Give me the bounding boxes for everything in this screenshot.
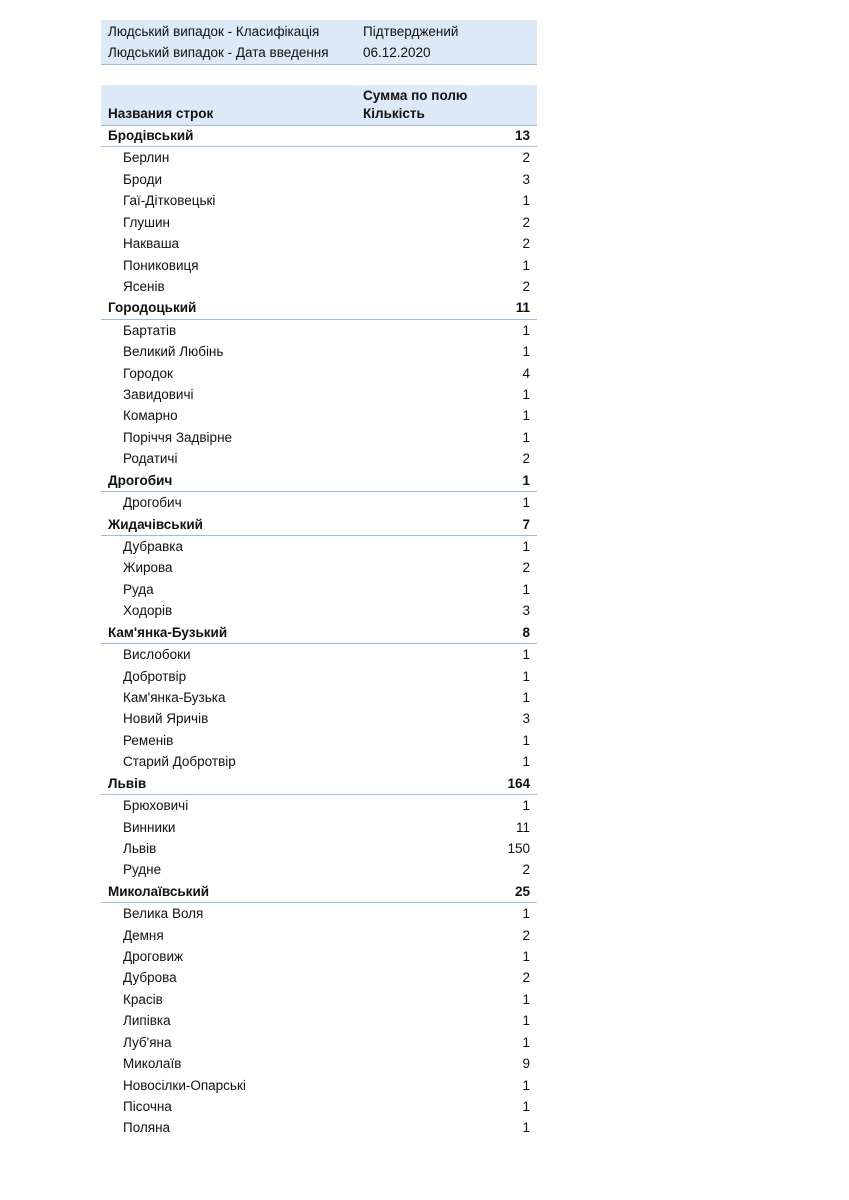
item-row <box>101 795 537 816</box>
item-label: Великий Любінь <box>123 344 224 360</box>
item-value: 3 <box>522 603 530 619</box>
group-label: Жидачівський <box>108 516 203 532</box>
item-label: Городок <box>123 365 173 381</box>
group-row[interactable] <box>101 125 537 147</box>
group-label: Миколаївський <box>108 883 210 899</box>
item-row <box>101 1096 537 1117</box>
item-label: Броди <box>123 171 162 187</box>
pivot-table-header <box>101 85 537 126</box>
group-row[interactable] <box>101 622 537 644</box>
item-label: Старий Добротвір <box>123 754 236 770</box>
item-value: 2 <box>522 214 530 230</box>
item-row <box>101 967 537 988</box>
item-label: Накваша <box>123 236 180 252</box>
item-row <box>101 405 537 426</box>
group-total: 1 <box>522 472 530 488</box>
item-value: 1 <box>522 322 530 338</box>
item-value: 2 <box>522 862 530 878</box>
item-label: Луб'яна <box>123 1034 172 1050</box>
filter-label: Людський випадок - Класифікація <box>108 24 320 39</box>
item-value: 3 <box>522 711 530 727</box>
group-total: 25 <box>514 883 530 899</box>
item-label: Дрогобич <box>123 495 182 511</box>
item-label: Пониковиця <box>123 257 199 273</box>
item-label: Гаї-Дітковецькі <box>123 193 216 209</box>
pivot-table-body <box>101 125 537 1139</box>
item-row <box>101 1117 537 1138</box>
item-row <box>101 817 537 838</box>
item-value: 1 <box>522 668 530 684</box>
filter-row-classification <box>101 21 537 42</box>
item-value: 1 <box>522 906 530 922</box>
item-label: Липівка <box>123 1013 171 1029</box>
item-value: 9 <box>522 1056 530 1072</box>
item-value: 1 <box>522 798 530 814</box>
item-row <box>101 427 537 448</box>
item-label: Дуброва <box>123 970 177 986</box>
item-label: Жирова <box>123 560 173 576</box>
item-label: Бартатів <box>123 322 177 338</box>
report-filter-area <box>101 20 537 65</box>
item-value: 2 <box>522 236 530 252</box>
item-value: 1 <box>522 408 530 424</box>
item-label: Добротвір <box>123 668 187 684</box>
item-value: 150 <box>507 840 530 856</box>
item-row <box>101 1032 537 1053</box>
item-row <box>101 492 537 513</box>
item-value: 1 <box>522 387 530 403</box>
item-label: Вислобоки <box>123 647 191 663</box>
item-value: 3 <box>522 171 530 187</box>
item-label: Дубравка <box>123 539 183 555</box>
filter-label: Людський випадок - Дата введення <box>108 45 329 60</box>
group-label: Бродівський <box>108 128 194 143</box>
item-label: Ременів <box>123 732 174 748</box>
group-label: Кам'янка-Бузький <box>108 624 228 640</box>
filter-value: Підтверджений <box>363 24 459 39</box>
item-row <box>101 341 537 362</box>
group-row[interactable] <box>101 773 537 795</box>
filter-value: 06.12.2020 <box>363 45 431 60</box>
item-value: 4 <box>522 365 530 381</box>
item-value: 1 <box>522 1013 530 1029</box>
item-row <box>101 730 537 751</box>
item-row <box>101 1053 537 1074</box>
group-label: Львів <box>108 775 147 791</box>
item-label: Поляна <box>123 1120 171 1136</box>
item-value: 1 <box>522 647 530 663</box>
item-label: Берлин <box>123 150 170 166</box>
item-label: Новий Яричів <box>123 711 209 727</box>
item-label: Винники <box>123 819 176 835</box>
group-label: Городоцький <box>108 300 197 316</box>
item-value: 1 <box>522 732 530 748</box>
filter-row-entry-date <box>101 42 537 63</box>
values-header <box>363 87 467 123</box>
item-row <box>101 708 537 729</box>
item-row <box>101 384 537 405</box>
item-value: 2 <box>522 451 530 467</box>
item-row <box>101 190 537 211</box>
item-value: 1 <box>522 991 530 1007</box>
item-value: 1 <box>522 1077 530 1093</box>
item-value: 1 <box>522 754 530 770</box>
group-row[interactable] <box>101 881 537 903</box>
item-label: Ясенів <box>123 278 165 294</box>
item-label: Новосілки-Опарські <box>123 1077 246 1093</box>
item-label: Поріччя Задвірне <box>123 429 233 445</box>
item-value: 1 <box>522 1098 530 1114</box>
item-value: 1 <box>522 689 530 705</box>
item-label: Пісочна <box>123 1098 172 1114</box>
item-value: 1 <box>522 581 530 597</box>
group-total: 8 <box>522 624 530 640</box>
item-value: 2 <box>522 278 530 294</box>
item-value: 1 <box>522 1034 530 1050</box>
item-value: 1 <box>522 193 530 209</box>
item-row <box>101 751 537 772</box>
item-row <box>101 666 537 687</box>
item-label: Кам'янка-Бузька <box>123 689 226 705</box>
item-label: Львів <box>123 840 157 856</box>
item-label: Комарно <box>123 408 178 424</box>
group-total: 7 <box>522 516 530 532</box>
item-row <box>101 600 537 621</box>
item-row <box>101 276 537 297</box>
group-row[interactable] <box>101 470 537 492</box>
item-label: Брюховичі <box>123 798 189 814</box>
group-total: 164 <box>507 775 530 791</box>
item-value: 2 <box>522 150 530 166</box>
item-label: Демня <box>123 927 164 943</box>
item-row <box>101 147 537 168</box>
item-label: Глушин <box>123 214 171 230</box>
item-row <box>101 579 537 600</box>
item-value: 2 <box>522 970 530 986</box>
group-total: 11 <box>515 300 530 316</box>
item-row <box>101 946 537 967</box>
item-row <box>101 644 537 665</box>
item-row <box>101 1075 537 1096</box>
group-row[interactable] <box>101 514 537 536</box>
item-value: 1 <box>522 1120 530 1136</box>
item-row <box>101 925 537 946</box>
item-row <box>101 536 537 557</box>
item-row <box>101 169 537 190</box>
group-total: 13 <box>514 128 530 143</box>
item-value: 11 <box>515 819 530 835</box>
item-label: Завидовичі <box>123 387 194 403</box>
item-row <box>101 363 537 384</box>
item-row <box>101 320 537 341</box>
item-label: Дроговиж <box>123 949 184 965</box>
item-row <box>101 989 537 1010</box>
item-label: Родатичі <box>123 451 178 467</box>
item-row <box>101 212 537 233</box>
item-row <box>101 1010 537 1031</box>
item-value: 2 <box>522 927 530 943</box>
item-row <box>101 687 537 708</box>
item-label: Ходорів <box>123 603 173 619</box>
item-value: 1 <box>522 344 530 360</box>
item-value: 1 <box>522 539 530 555</box>
item-row <box>101 859 537 880</box>
item-row <box>101 255 537 276</box>
values-header-line-1: Сумма по полю <box>363 88 468 103</box>
item-row <box>101 233 537 254</box>
item-value: 1 <box>522 257 530 273</box>
item-label: Миколаїв <box>123 1056 182 1072</box>
item-value: 2 <box>522 560 530 576</box>
row-labels-header: Названия строк <box>108 106 214 121</box>
item-value: 1 <box>522 949 530 965</box>
item-label: Руда <box>123 581 154 597</box>
values-header-line-2: Кількість <box>363 106 425 121</box>
item-row <box>101 838 537 859</box>
item-label: Красів <box>123 991 163 1007</box>
item-row <box>101 448 537 469</box>
item-value: 1 <box>522 495 530 511</box>
item-value: 1 <box>522 429 530 445</box>
group-row[interactable] <box>101 297 537 319</box>
group-label: Дрогобич <box>108 472 173 488</box>
item-row <box>101 903 537 924</box>
item-label: Рудне <box>123 862 162 878</box>
item-label: Велика Воля <box>123 906 204 922</box>
item-row <box>101 557 537 578</box>
